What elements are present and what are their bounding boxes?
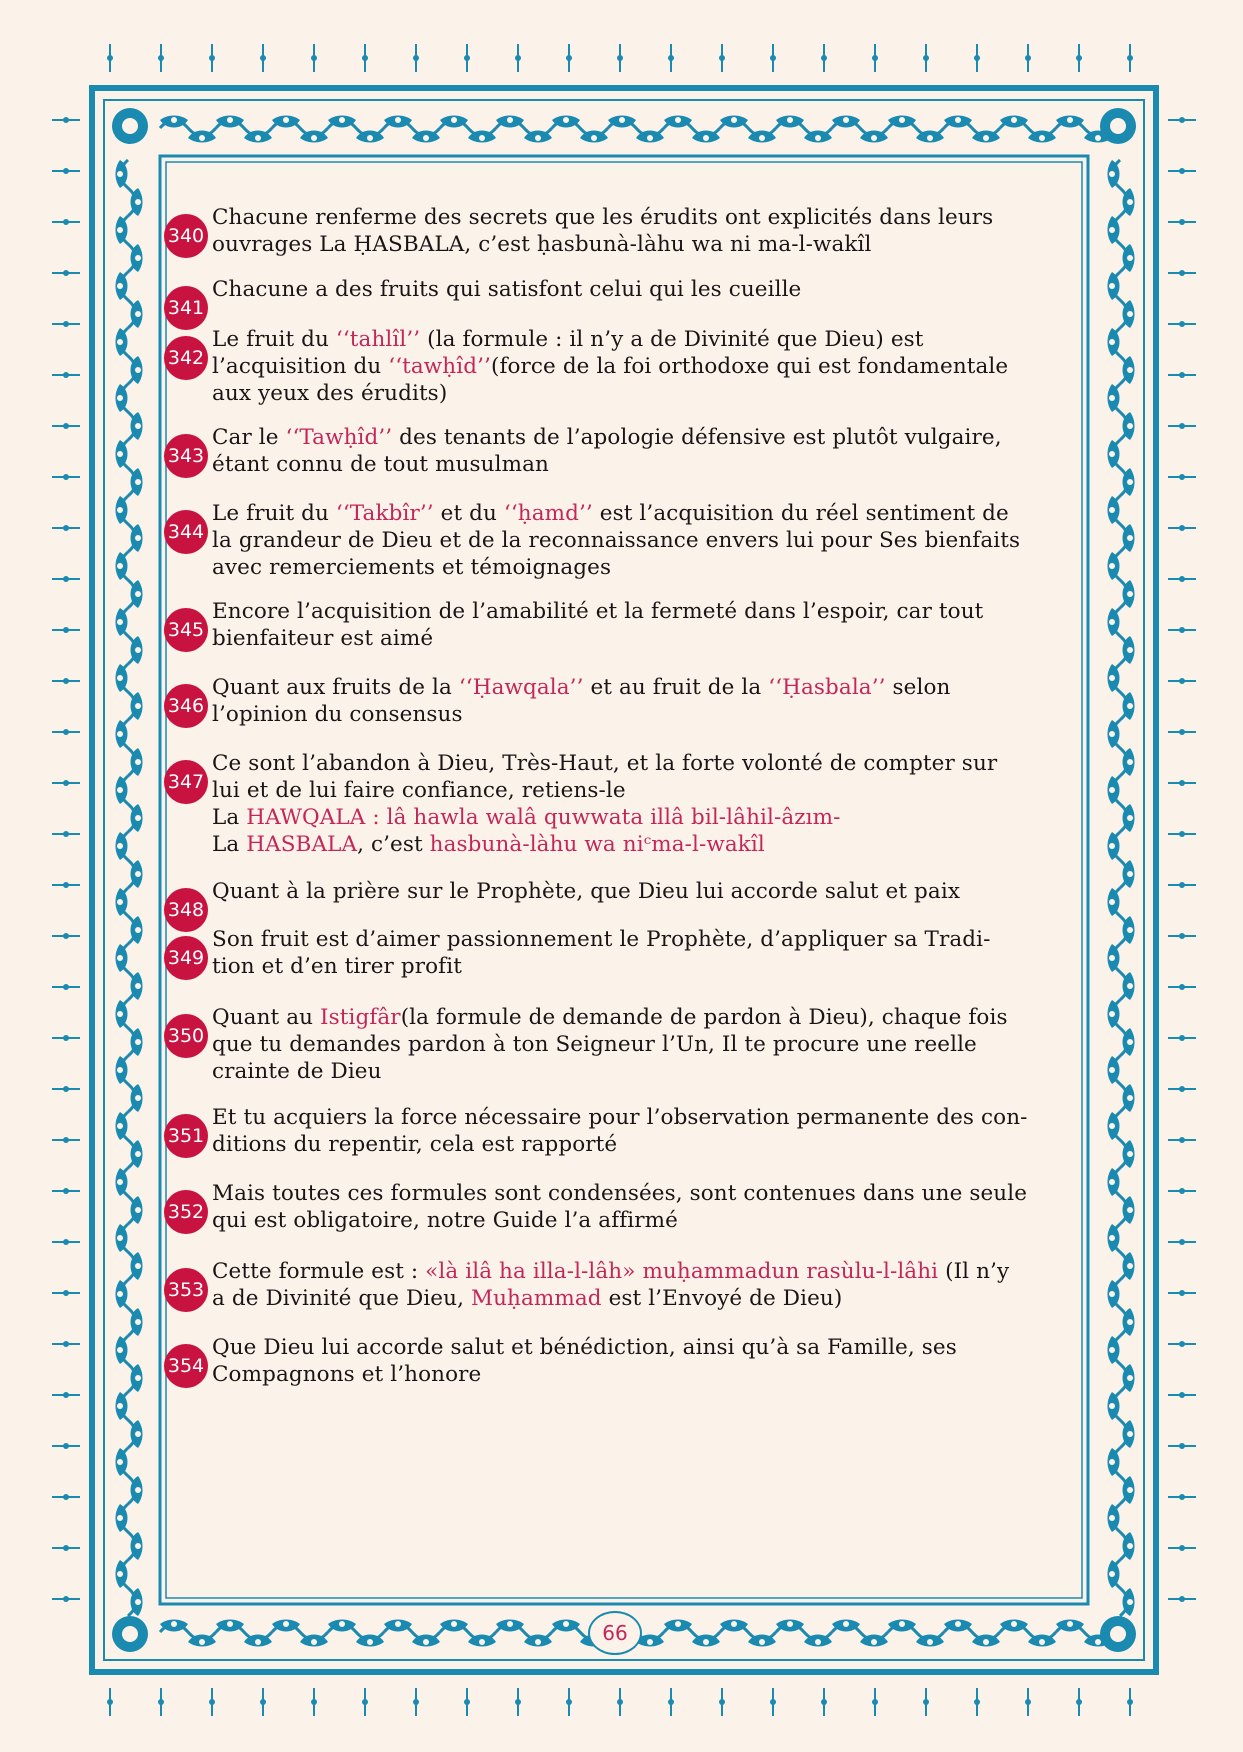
text-segment: Que Dieu lui accorde salut et bénédiction, ainsi qu’à sa Famille, ses bbox=[212, 1335, 957, 1360]
verse-line bbox=[212, 1131, 1068, 1158]
verse-line bbox=[212, 1361, 1068, 1388]
verse-text bbox=[212, 1004, 1068, 1085]
verse-text bbox=[212, 878, 1068, 905]
text-segment: Mais toutes ces formules sont condensées, sont contenues dans une seule bbox=[212, 1181, 1028, 1206]
verse-line bbox=[212, 625, 1068, 652]
highlighted-term: ‘‘Ḥawqala’’ bbox=[458, 675, 584, 700]
verse-line bbox=[212, 674, 1068, 701]
verse-text bbox=[212, 326, 1068, 407]
verse-text bbox=[212, 598, 1068, 652]
verse-line bbox=[212, 1031, 1068, 1058]
text-segment: Le fruit du bbox=[212, 501, 336, 526]
verse-line bbox=[212, 1207, 1068, 1234]
text-segment: et au fruit de la bbox=[583, 675, 769, 700]
text-segment: aux yeux des érudits) bbox=[212, 381, 448, 406]
verse-number: 345 bbox=[164, 608, 208, 652]
text-segment: avec remerciements et témoignages bbox=[212, 555, 612, 580]
page-number: 66 bbox=[588, 1611, 642, 1655]
verse-line bbox=[212, 953, 1068, 980]
text-segment: bienfaiteur est aimé bbox=[212, 626, 434, 651]
text-segment: (Il n’y bbox=[938, 1259, 1010, 1284]
text-segment: tion et d’en tirer profit bbox=[212, 954, 462, 979]
verse-number: 349 bbox=[164, 936, 208, 980]
highlighted-term: ‘‘tahlîl’’ bbox=[335, 327, 421, 352]
text-segment: selon bbox=[885, 675, 951, 700]
verse-line bbox=[212, 1058, 1068, 1085]
text-segment: a de Divinité que Dieu, bbox=[212, 1286, 471, 1311]
verse-text bbox=[212, 204, 1068, 258]
verse-line bbox=[212, 276, 1068, 303]
verse-text bbox=[212, 1258, 1068, 1312]
text-segment: Son fruit est d’aimer passionnement le Prophète, d’appliquer sa Tradi- bbox=[212, 927, 991, 952]
verse-text bbox=[212, 674, 1068, 728]
verse-line bbox=[212, 424, 1068, 451]
verse-text bbox=[212, 276, 1068, 303]
text-segment: que tu demandes pardon à ton Seigneur l’Un, Il te procure une reelle bbox=[212, 1032, 977, 1057]
text-segment: la grandeur de Dieu et de la reconnaissance envers lui pour Ses bienfaits bbox=[212, 528, 1021, 553]
highlighted-term: ‘‘ḥamd’’ bbox=[503, 501, 593, 526]
highlighted-term: hasbunà-làhu wa niᶜma-l-wakîl bbox=[429, 832, 765, 857]
text-segment: crainte de Dieu bbox=[212, 1059, 382, 1084]
verse-number: 352 bbox=[164, 1190, 208, 1234]
verse-line bbox=[212, 926, 1068, 953]
verse-line bbox=[212, 500, 1068, 527]
verse-number: 343 bbox=[164, 434, 208, 478]
text-segment: Chacune renferme des secrets que les érudits ont explicités dans leurs bbox=[212, 205, 994, 230]
highlighted-term: Muḥammad bbox=[470, 1286, 602, 1311]
verse-346 bbox=[168, 674, 1068, 728]
verse-342 bbox=[168, 326, 1068, 407]
verse-line bbox=[212, 1004, 1068, 1031]
text-segment: Et tu acquiers la force nécessaire pour l’observation permanente des con- bbox=[212, 1105, 1028, 1130]
verse-number: 346 bbox=[164, 684, 208, 728]
verse-number: 347 bbox=[164, 760, 208, 804]
text-segment: (la formule de demande de pardon à Dieu), chaque fois bbox=[400, 1005, 1008, 1030]
text-segment: Quant aux fruits de la bbox=[212, 675, 459, 700]
verse-line bbox=[212, 451, 1068, 478]
text-segment: Quant au bbox=[212, 1005, 321, 1030]
text-segment: La bbox=[212, 805, 247, 830]
verse-line bbox=[212, 380, 1068, 407]
verse-line bbox=[212, 326, 1068, 353]
verse-number: 353 bbox=[164, 1268, 208, 1312]
text-segment: Chacune a des fruits qui satisfont celui qui les cueille bbox=[212, 277, 802, 302]
verse-text bbox=[212, 1334, 1068, 1388]
highlighted-term: ‘‘Tawḥîd’’ bbox=[285, 425, 393, 450]
verse-352 bbox=[168, 1180, 1068, 1234]
verse-line bbox=[212, 750, 1068, 777]
verse-344 bbox=[168, 500, 1068, 581]
verse-line bbox=[212, 804, 1068, 831]
text-segment: Cette formule est : bbox=[212, 1259, 426, 1284]
highlighted-term: HAWQALA : lâ hawla walâ quwwata illâ bil-lâhil-âzım- bbox=[246, 805, 841, 830]
text-segment: lui et de lui faire confiance, retiens-le bbox=[212, 778, 626, 803]
text-segment: qui est obligatoire, notre Guide l’a affirmé bbox=[212, 1208, 678, 1233]
verse-text bbox=[212, 926, 1068, 980]
verse-line bbox=[212, 353, 1068, 380]
highlighted-term: Istigfâr bbox=[320, 1005, 401, 1030]
verse-number: 351 bbox=[164, 1114, 208, 1158]
verse-354 bbox=[168, 1334, 1068, 1388]
verse-text bbox=[212, 424, 1068, 478]
verse-line bbox=[212, 204, 1068, 231]
text-segment: La bbox=[212, 832, 247, 857]
verse-line bbox=[212, 878, 1068, 905]
highlighted-term: ‘‘Ḥasbala’’ bbox=[768, 675, 886, 700]
text-segment: des tenants de l’apologie défensive est plutôt vulgaire, bbox=[392, 425, 1002, 450]
highlighted-term: «là ilâ ha illa-l-lâh» muḥammadun rasùlu-l-lâhi bbox=[425, 1259, 939, 1284]
verse-line bbox=[212, 777, 1068, 804]
verse-351 bbox=[168, 1104, 1068, 1158]
verse-348 bbox=[168, 878, 1068, 932]
verse-345 bbox=[168, 598, 1068, 652]
verse-341 bbox=[168, 276, 1068, 330]
highlighted-term: ‘‘tawḥîd’’ bbox=[388, 354, 491, 379]
text-segment: Compagnons et l’honore bbox=[212, 1362, 482, 1387]
text-segment: et du bbox=[433, 501, 504, 526]
verse-text bbox=[212, 1180, 1068, 1234]
verse-number: 342 bbox=[164, 336, 208, 380]
verse-line bbox=[212, 554, 1068, 581]
text-segment: (force de la foi orthodoxe qui est fondamentale bbox=[490, 354, 1009, 379]
text-segment: , c’est bbox=[357, 832, 430, 857]
verse-number: 344 bbox=[164, 510, 208, 554]
verse-text bbox=[212, 500, 1068, 581]
text-segment: l’opinion du consensus bbox=[212, 702, 463, 727]
verse-line bbox=[212, 598, 1068, 625]
text-segment: Quant à la prière sur le Prophète, que Dieu lui accorde salut et paix bbox=[212, 879, 961, 904]
verse-347 bbox=[168, 750, 1068, 858]
verse-line bbox=[212, 1104, 1068, 1131]
verse-line bbox=[212, 701, 1068, 728]
text-segment: étant connu de tout musulman bbox=[212, 452, 549, 477]
text-segment: ouvrages La ḤASBALA, c’est ḥasbunà-làhu wa ni ma-l-wakîl bbox=[212, 232, 872, 257]
text-segment: Le fruit du bbox=[212, 327, 336, 352]
text-segment: est l’acquisition du réel sentiment de bbox=[592, 501, 1009, 526]
verse-number: 340 bbox=[164, 214, 208, 258]
verse-line bbox=[212, 1334, 1068, 1361]
verse-353 bbox=[168, 1258, 1068, 1312]
verse-text bbox=[212, 750, 1068, 858]
verse-line bbox=[212, 831, 1068, 858]
text-segment: ditions du repentir, cela est rapporté bbox=[212, 1132, 618, 1157]
verse-343 bbox=[168, 424, 1068, 478]
verse-line bbox=[212, 1285, 1068, 1312]
verse-number: 341 bbox=[164, 286, 208, 330]
verse-line bbox=[212, 527, 1068, 554]
verse-text bbox=[212, 1104, 1068, 1158]
verse-list bbox=[168, 204, 1068, 1584]
text-segment: Ce sont l’abandon à Dieu, Très-Haut, et la forte volonté de compter sur bbox=[212, 751, 998, 776]
verse-number: 350 bbox=[164, 1014, 208, 1058]
highlighted-term: HASBALA bbox=[246, 832, 358, 857]
text-segment: Encore l’acquisition de l’amabilité et la fermeté dans l’espoir, car tout bbox=[212, 599, 984, 624]
verse-349 bbox=[168, 926, 1068, 980]
text-segment: l’acquisition du bbox=[212, 354, 389, 379]
verse-number: 348 bbox=[164, 888, 208, 932]
verse-line bbox=[212, 1258, 1068, 1285]
highlighted-term: ‘‘Takbîr’’ bbox=[335, 501, 434, 526]
verse-line bbox=[212, 1180, 1068, 1207]
text-segment: (la formule : il n’y a de Divinité que Dieu) est bbox=[420, 327, 924, 352]
verse-line bbox=[212, 231, 1068, 258]
text-segment: est l’Envoyé de Dieu) bbox=[601, 1286, 843, 1311]
verse-350 bbox=[168, 1004, 1068, 1085]
text-segment: Car le bbox=[212, 425, 286, 450]
verse-340 bbox=[168, 204, 1068, 258]
verse-number: 354 bbox=[164, 1344, 208, 1388]
